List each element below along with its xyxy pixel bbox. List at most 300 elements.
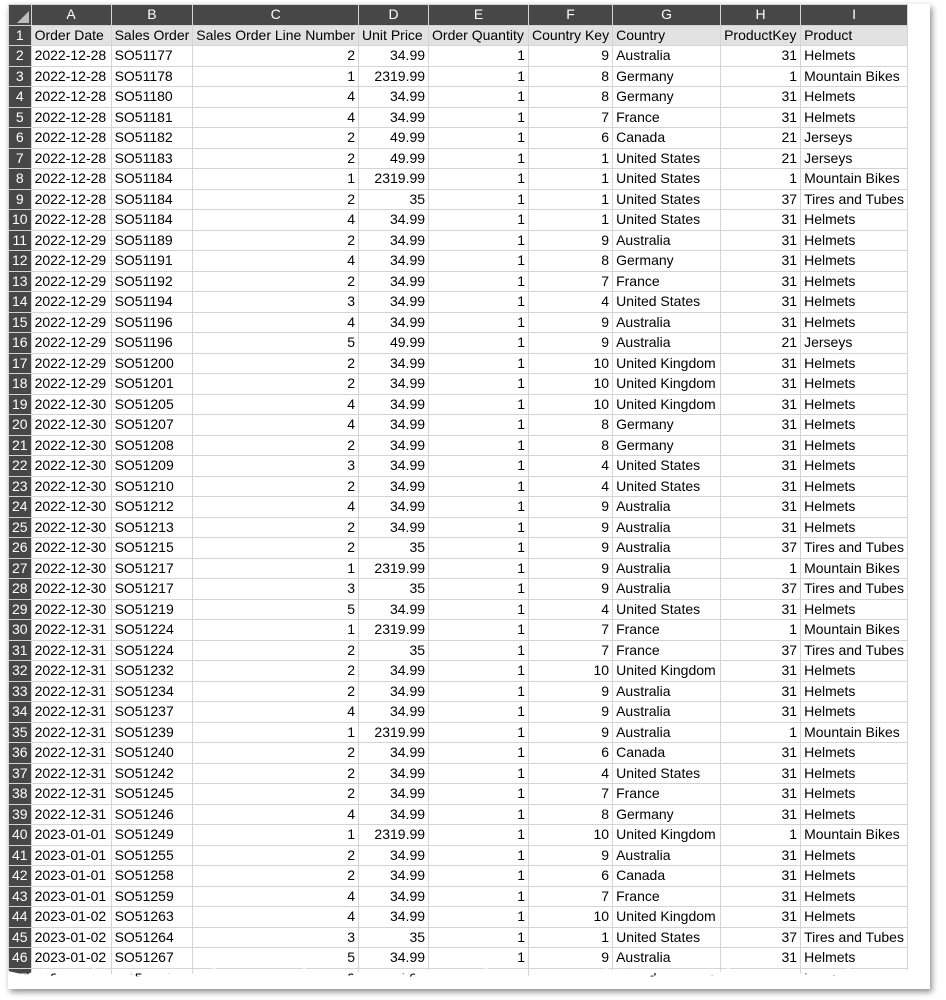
table-cell[interactable]: SO51184 — [111, 169, 193, 190]
table-cell[interactable]: 2 — [193, 681, 359, 702]
table-cell[interactable]: Australia — [613, 333, 721, 354]
table-cell[interactable]: 9 — [529, 722, 613, 743]
table-cell[interactable]: Germany — [613, 435, 721, 456]
table-cell[interactable]: 9 — [529, 702, 613, 723]
table-cell[interactable]: Helmets — [801, 374, 908, 395]
table-cell[interactable]: Helmets — [801, 784, 908, 805]
table-cell[interactable]: United States — [613, 292, 721, 313]
table-cell[interactable]: 2319.99 — [359, 620, 429, 641]
table-cell[interactable]: Canada — [613, 866, 721, 887]
row-header[interactable]: 36 — [9, 743, 32, 764]
table-cell[interactable]: 1 — [429, 907, 529, 928]
table-cell[interactable]: SO51234 — [111, 681, 193, 702]
table-cell[interactable]: 9 — [529, 558, 613, 579]
table-cell[interactable]: SO51183 — [111, 148, 193, 169]
table-cell[interactable]: Tires and Tubes — [801, 927, 908, 948]
table-cell[interactable]: SO51209 — [111, 456, 193, 477]
table-cell[interactable]: Canada — [613, 743, 721, 764]
table-cell[interactable]: 34.99 — [359, 784, 429, 805]
table-cell[interactable]: France — [613, 107, 721, 128]
table-cell[interactable]: 8 — [529, 415, 613, 436]
table-cell[interactable]: 9 — [529, 517, 613, 538]
table-cell[interactable]: 2022-12-30 — [31, 456, 111, 477]
table-cell[interactable]: SO51232 — [111, 661, 193, 682]
table-cell[interactable]: 2 — [193, 271, 359, 292]
table-cell[interactable]: SO51194 — [111, 292, 193, 313]
table-cell[interactable]: 34.99 — [359, 702, 429, 723]
table-cell[interactable]: 2022-12-29 — [31, 230, 111, 251]
table-cell[interactable]: 1 — [721, 558, 801, 579]
table-cell[interactable]: 1 — [721, 825, 801, 846]
table-cell[interactable]: Helmets — [801, 743, 908, 764]
row-header[interactable]: 2 — [9, 46, 32, 67]
table-cell[interactable]: 37 — [721, 538, 801, 559]
table-cell[interactable]: 1 — [429, 722, 529, 743]
row-header[interactable]: 4 — [9, 87, 32, 108]
table-cell[interactable]: United States — [613, 210, 721, 231]
row-header[interactable]: 22 — [9, 456, 32, 477]
row-header[interactable]: 43 — [9, 886, 32, 907]
table-cell[interactable]: 4 — [193, 210, 359, 231]
column-header-b[interactable]: B — [111, 5, 193, 26]
table-cell[interactable]: 1 — [529, 189, 613, 210]
table-cell[interactable]: 1 — [429, 169, 529, 190]
table-cell[interactable]: 2022-12-30 — [31, 517, 111, 538]
table-cell[interactable]: United Kingdom — [613, 394, 721, 415]
table-cell[interactable]: 4 — [193, 312, 359, 333]
table-cell[interactable]: SO51237 — [111, 702, 193, 723]
table-cell[interactable]: 1 — [193, 620, 359, 641]
table-cell[interactable]: 34.99 — [359, 497, 429, 518]
table-cell[interactable]: SO51217 — [111, 558, 193, 579]
table-cell[interactable]: 2022-12-29 — [31, 271, 111, 292]
table-cell[interactable]: 1 — [429, 743, 529, 764]
table-cell[interactable]: SO51184 — [111, 210, 193, 231]
column-header-f[interactable]: F — [529, 5, 613, 26]
column-title-cell[interactable]: Product — [801, 25, 908, 46]
table-cell[interactable]: Helmets — [801, 107, 908, 128]
table-cell[interactable]: 8 — [529, 251, 613, 272]
row-header[interactable]: 8 — [9, 169, 32, 190]
table-cell[interactable]: 2 — [193, 661, 359, 682]
table-cell[interactable]: 31 — [721, 415, 801, 436]
table-cell[interactable]: 6 — [529, 743, 613, 764]
table-cell[interactable]: 34.99 — [359, 210, 429, 231]
row-header[interactable]: 32 — [9, 661, 32, 682]
table-cell[interactable]: Helmets — [801, 661, 908, 682]
table-cell[interactable]: 4 — [193, 804, 359, 825]
table-cell[interactable]: 1 — [529, 148, 613, 169]
table-cell[interactable]: 35 — [359, 579, 429, 600]
table-cell[interactable]: 8 — [529, 66, 613, 87]
table-cell[interactable]: 1 — [429, 292, 529, 313]
table-cell[interactable]: 2022-12-29 — [31, 353, 111, 374]
table-cell[interactable]: SO51201 — [111, 374, 193, 395]
table-cell[interactable]: 5 — [193, 333, 359, 354]
row-header[interactable]: 37 — [9, 763, 32, 784]
table-cell[interactable]: Helmets — [801, 886, 908, 907]
table-cell[interactable]: 1 — [721, 169, 801, 190]
row-header[interactable]: 17 — [9, 353, 32, 374]
table-cell[interactable]: 34.99 — [359, 763, 429, 784]
table-cell[interactable]: 2022-12-28 — [31, 189, 111, 210]
row-header[interactable]: 28 — [9, 579, 32, 600]
table-cell[interactable]: 2023-01-02 — [31, 927, 111, 948]
row-header[interactable]: 20 — [9, 415, 32, 436]
table-cell[interactable]: 31 — [721, 394, 801, 415]
table-cell[interactable]: 34.99 — [359, 87, 429, 108]
table-cell[interactable]: 4 — [529, 763, 613, 784]
table-cell[interactable]: 9 — [529, 230, 613, 251]
table-cell[interactable]: United States — [613, 189, 721, 210]
table-cell[interactable]: 2022-12-28 — [31, 148, 111, 169]
row-header[interactable]: 23 — [9, 476, 32, 497]
row-header[interactable]: 16 — [9, 333, 32, 354]
table-cell[interactable]: SO51182 — [111, 128, 193, 149]
column-title-cell[interactable]: Order Quantity — [429, 25, 529, 46]
table-cell[interactable]: Australia — [613, 948, 721, 969]
table-cell[interactable]: 1 — [429, 312, 529, 333]
table-cell[interactable]: 2 — [193, 845, 359, 866]
table-cell[interactable]: 10 — [529, 394, 613, 415]
table-cell[interactable]: 31 — [721, 476, 801, 497]
table-cell[interactable]: Australia — [613, 681, 721, 702]
table-cell[interactable]: France — [613, 784, 721, 805]
table-cell[interactable]: 7 — [529, 784, 613, 805]
table-cell[interactable]: 2 — [193, 230, 359, 251]
table-cell[interactable]: SO51207 — [111, 415, 193, 436]
table-cell[interactable]: 31 — [721, 948, 801, 969]
table-cell[interactable]: SO51264 — [111, 927, 193, 948]
table-cell[interactable]: Helmets — [801, 763, 908, 784]
table-cell[interactable]: Helmets — [801, 87, 908, 108]
table-cell[interactable]: SO51184 — [111, 189, 193, 210]
table-cell[interactable]: 1 — [429, 927, 529, 948]
row-header[interactable]: 19 — [9, 394, 32, 415]
row-header[interactable]: 21 — [9, 435, 32, 456]
table-cell[interactable]: 34.99 — [359, 394, 429, 415]
table-cell[interactable]: Mountain Bikes — [801, 620, 908, 641]
row-header[interactable]: 14 — [9, 292, 32, 313]
table-cell[interactable]: 2 — [193, 189, 359, 210]
table-cell[interactable]: 7 — [529, 107, 613, 128]
table-cell[interactable]: 1 — [429, 210, 529, 231]
table-cell[interactable]: France — [613, 620, 721, 641]
table-cell[interactable]: 2023-01-01 — [31, 886, 111, 907]
table-cell[interactable]: Helmets — [801, 230, 908, 251]
table-cell[interactable]: 1 — [429, 251, 529, 272]
table-cell[interactable]: 2 — [193, 148, 359, 169]
table-cell[interactable]: 2022-12-31 — [31, 763, 111, 784]
table-cell[interactable]: 9 — [529, 681, 613, 702]
table-cell[interactable]: 1 — [429, 435, 529, 456]
row-header[interactable]: 45 — [9, 927, 32, 948]
table-cell[interactable]: SO51200 — [111, 353, 193, 374]
table-cell[interactable]: 34.99 — [359, 292, 429, 313]
table-cell[interactable]: 2 — [193, 128, 359, 149]
table-cell[interactable]: SO51240 — [111, 743, 193, 764]
table-cell[interactable]: Australia — [613, 46, 721, 67]
table-cell[interactable]: 2022-12-31 — [31, 722, 111, 743]
table-cell[interactable]: 5 — [193, 599, 359, 620]
table-cell[interactable]: 2023-01-01 — [31, 845, 111, 866]
table-cell[interactable]: 1 — [429, 66, 529, 87]
table-cell[interactable]: 34.99 — [359, 456, 429, 477]
table-cell[interactable]: 34.99 — [359, 866, 429, 887]
table-cell[interactable]: Australia — [613, 312, 721, 333]
table-cell[interactable]: 2023-01-02 — [31, 948, 111, 969]
row-header[interactable]: 27 — [9, 558, 32, 579]
table-cell[interactable]: 2 — [193, 435, 359, 456]
table-cell[interactable]: 1 — [529, 927, 613, 948]
column-header-c[interactable]: C — [193, 5, 359, 26]
table-cell[interactable]: 1 — [529, 169, 613, 190]
column-title-cell[interactable]: ProductKey — [721, 25, 801, 46]
table-cell[interactable]: 4 — [193, 497, 359, 518]
table-cell[interactable]: 31 — [721, 87, 801, 108]
row-header[interactable]: 12 — [9, 251, 32, 272]
table-cell[interactable]: 34.99 — [359, 435, 429, 456]
table-cell[interactable]: 5 — [193, 948, 359, 969]
table-cell[interactable]: 31 — [721, 271, 801, 292]
table-cell[interactable]: 1 — [429, 763, 529, 784]
row-header[interactable]: 1 — [9, 25, 32, 46]
table-cell[interactable]: 34.99 — [359, 661, 429, 682]
table-cell[interactable]: 1 — [429, 476, 529, 497]
table-cell[interactable]: 31 — [721, 292, 801, 313]
table-cell[interactable]: 34.99 — [359, 886, 429, 907]
row-header[interactable]: 7 — [9, 148, 32, 169]
table-cell[interactable]: 1 — [429, 189, 529, 210]
row-header[interactable]: 18 — [9, 374, 32, 395]
table-cell[interactable]: Tires and Tubes — [801, 189, 908, 210]
table-cell[interactable]: 49.99 — [359, 148, 429, 169]
table-cell[interactable]: 2022-12-30 — [31, 394, 111, 415]
table-cell[interactable]: 9 — [529, 845, 613, 866]
select-all-corner[interactable] — [9, 5, 32, 26]
table-cell[interactable]: 2022-12-30 — [31, 476, 111, 497]
table-cell[interactable]: Tires and Tubes — [801, 579, 908, 600]
table-cell[interactable]: Helmets — [801, 476, 908, 497]
table-cell[interactable]: SO51181 — [111, 107, 193, 128]
row-header[interactable]: 29 — [9, 599, 32, 620]
table-cell[interactable]: 1 — [429, 107, 529, 128]
table-cell[interactable]: 10 — [529, 661, 613, 682]
table-cell[interactable]: Helmets — [801, 271, 908, 292]
table-cell[interactable]: SO51191 — [111, 251, 193, 272]
table-cell[interactable]: United Kingdom — [613, 661, 721, 682]
table-cell[interactable]: 2 — [193, 374, 359, 395]
table-cell[interactable]: Tires and Tubes — [801, 538, 908, 559]
table-cell[interactable]: 2022-12-31 — [31, 743, 111, 764]
table-cell[interactable]: 34.99 — [359, 845, 429, 866]
table-cell[interactable]: Australia — [613, 702, 721, 723]
table-cell[interactable]: 31 — [721, 907, 801, 928]
table-cell[interactable]: 4 — [529, 456, 613, 477]
row-header[interactable]: 42 — [9, 866, 32, 887]
table-cell[interactable]: 31 — [721, 804, 801, 825]
table-cell[interactable]: 34.99 — [359, 107, 429, 128]
table-cell[interactable]: 4 — [529, 292, 613, 313]
row-header[interactable]: 5 — [9, 107, 32, 128]
table-cell[interactable]: 1 — [429, 886, 529, 907]
table-cell[interactable]: 34.99 — [359, 46, 429, 67]
table-cell[interactable]: 7 — [529, 886, 613, 907]
table-cell[interactable]: 34.99 — [359, 599, 429, 620]
table-cell[interactable]: 31 — [721, 46, 801, 67]
table-cell[interactable]: SO51245 — [111, 784, 193, 805]
table-cell[interactable]: SO51246 — [111, 804, 193, 825]
table-cell[interactable]: 1 — [529, 210, 613, 231]
table-cell[interactable]: SO51210 — [111, 476, 193, 497]
table-cell[interactable]: 1 — [429, 497, 529, 518]
column-header-e[interactable]: E — [429, 5, 529, 26]
table-cell[interactable]: 1 — [429, 87, 529, 108]
table-cell[interactable]: SO51196 — [111, 312, 193, 333]
table-cell[interactable]: SO51215 — [111, 538, 193, 559]
table-cell[interactable]: 8 — [529, 435, 613, 456]
table-cell[interactable]: 1 — [429, 661, 529, 682]
table-cell[interactable]: SO51242 — [111, 763, 193, 784]
table-cell[interactable]: SO51213 — [111, 517, 193, 538]
table-cell[interactable]: 1 — [429, 579, 529, 600]
table-cell[interactable]: France — [613, 640, 721, 661]
table-cell[interactable]: 2 — [193, 538, 359, 559]
table-cell[interactable]: 21 — [721, 333, 801, 354]
column-header-i[interactable]: I — [801, 5, 908, 26]
table-cell[interactable]: 31 — [721, 312, 801, 333]
table-cell[interactable]: 2022-12-29 — [31, 251, 111, 272]
table-cell[interactable]: 31 — [721, 763, 801, 784]
row-header[interactable]: 25 — [9, 517, 32, 538]
table-cell[interactable]: 4 — [193, 907, 359, 928]
table-cell[interactable]: Helmets — [801, 517, 908, 538]
table-cell[interactable]: United States — [613, 476, 721, 497]
table-cell[interactable]: 34.99 — [359, 415, 429, 436]
row-header[interactable]: 10 — [9, 210, 32, 231]
table-cell[interactable]: 31 — [721, 743, 801, 764]
table-cell[interactable]: 3 — [193, 292, 359, 313]
table-cell[interactable]: Canada — [613, 128, 721, 149]
table-cell[interactable]: 7 — [529, 620, 613, 641]
table-cell[interactable]: 31 — [721, 784, 801, 805]
table-cell[interactable]: United States — [613, 927, 721, 948]
table-cell[interactable]: 2 — [193, 866, 359, 887]
table-cell[interactable]: 1 — [193, 558, 359, 579]
row-header[interactable]: 9 — [9, 189, 32, 210]
column-title-cell[interactable]: Sales Order Line Number — [193, 25, 359, 46]
table-cell[interactable]: Helmets — [801, 948, 908, 969]
table-cell[interactable]: Australia — [613, 538, 721, 559]
table-cell[interactable]: 31 — [721, 435, 801, 456]
table-cell[interactable]: 2 — [193, 46, 359, 67]
table-cell[interactable]: 3 — [193, 927, 359, 948]
table-cell[interactable]: 2022-12-28 — [31, 210, 111, 231]
column-title-cell[interactable]: Unit Price — [359, 25, 429, 46]
table-cell[interactable]: 1 — [429, 620, 529, 641]
table-cell[interactable]: 1 — [429, 702, 529, 723]
table-cell[interactable]: SO51180 — [111, 87, 193, 108]
table-cell[interactable]: 34.99 — [359, 312, 429, 333]
table-cell[interactable]: 9 — [529, 312, 613, 333]
table-cell[interactable]: 1 — [429, 599, 529, 620]
table-cell[interactable]: SO51249 — [111, 825, 193, 846]
column-title-cell[interactable]: Country — [613, 25, 721, 46]
table-cell[interactable]: 8 — [529, 87, 613, 108]
table-cell[interactable]: 1 — [193, 169, 359, 190]
table-cell[interactable]: 1 — [721, 620, 801, 641]
table-cell[interactable]: SO51189 — [111, 230, 193, 251]
table-cell[interactable]: 7 — [529, 640, 613, 661]
table-cell[interactable]: 2319.99 — [359, 66, 429, 87]
table-cell[interactable]: 35 — [359, 927, 429, 948]
table-cell[interactable]: 2022-12-30 — [31, 558, 111, 579]
table-cell[interactable]: Helmets — [801, 312, 908, 333]
table-cell[interactable]: 2022-12-29 — [31, 292, 111, 313]
row-header[interactable]: 33 — [9, 681, 32, 702]
table-cell[interactable]: 4 — [529, 476, 613, 497]
table-cell[interactable]: 2023-01-02 — [31, 907, 111, 928]
table-cell[interactable]: Helmets — [801, 681, 908, 702]
column-header-d[interactable]: D — [359, 5, 429, 26]
table-cell[interactable]: 34.99 — [359, 271, 429, 292]
table-cell[interactable]: 31 — [721, 517, 801, 538]
table-cell[interactable]: Australia — [613, 722, 721, 743]
table-cell[interactable]: SO51177 — [111, 46, 193, 67]
table-cell[interactable]: SO51255 — [111, 845, 193, 866]
table-cell[interactable]: SO51263 — [111, 907, 193, 928]
table-cell[interactable]: 2022-12-31 — [31, 620, 111, 641]
table-cell[interactable]: 1 — [429, 558, 529, 579]
table-cell[interactable]: 1 — [429, 148, 529, 169]
table-cell[interactable]: SO51196 — [111, 333, 193, 354]
table-cell[interactable]: 1 — [429, 948, 529, 969]
table-cell[interactable]: 4 — [193, 886, 359, 907]
table-cell[interactable]: 35 — [359, 640, 429, 661]
table-cell[interactable]: SO51212 — [111, 497, 193, 518]
table-cell[interactable]: 2319.99 — [359, 825, 429, 846]
table-cell[interactable]: 10 — [529, 907, 613, 928]
table-cell[interactable]: 9 — [529, 46, 613, 67]
table-cell[interactable]: 4 — [193, 702, 359, 723]
row-header[interactable]: 11 — [9, 230, 32, 251]
table-cell[interactable]: Australia — [613, 230, 721, 251]
table-cell[interactable]: 37 — [721, 927, 801, 948]
row-header[interactable]: 24 — [9, 497, 32, 518]
table-cell[interactable]: 34.99 — [359, 681, 429, 702]
table-cell[interactable]: 34.99 — [359, 517, 429, 538]
table-cell[interactable]: 2022-12-30 — [31, 538, 111, 559]
table-cell[interactable]: 1 — [193, 722, 359, 743]
table-cell[interactable]: SO51217 — [111, 579, 193, 600]
table-cell[interactable]: 2319.99 — [359, 722, 429, 743]
table-cell[interactable]: 2023-01-01 — [31, 825, 111, 846]
table-cell[interactable]: Helmets — [801, 804, 908, 825]
table-cell[interactable]: 1 — [429, 866, 529, 887]
table-cell[interactable]: 3 — [193, 456, 359, 477]
table-cell[interactable]: Helmets — [801, 292, 908, 313]
table-cell[interactable]: United States — [613, 456, 721, 477]
table-cell[interactable]: 1 — [429, 456, 529, 477]
table-cell[interactable]: 2022-12-30 — [31, 435, 111, 456]
row-header[interactable]: 38 — [9, 784, 32, 805]
table-cell[interactable]: 9 — [529, 579, 613, 600]
table-cell[interactable]: United States — [613, 169, 721, 190]
table-cell[interactable]: Australia — [613, 845, 721, 866]
table-cell[interactable]: Mountain Bikes — [801, 825, 908, 846]
column-title-cell[interactable]: Order Date — [31, 25, 111, 46]
table-cell[interactable]: 2022-12-31 — [31, 661, 111, 682]
